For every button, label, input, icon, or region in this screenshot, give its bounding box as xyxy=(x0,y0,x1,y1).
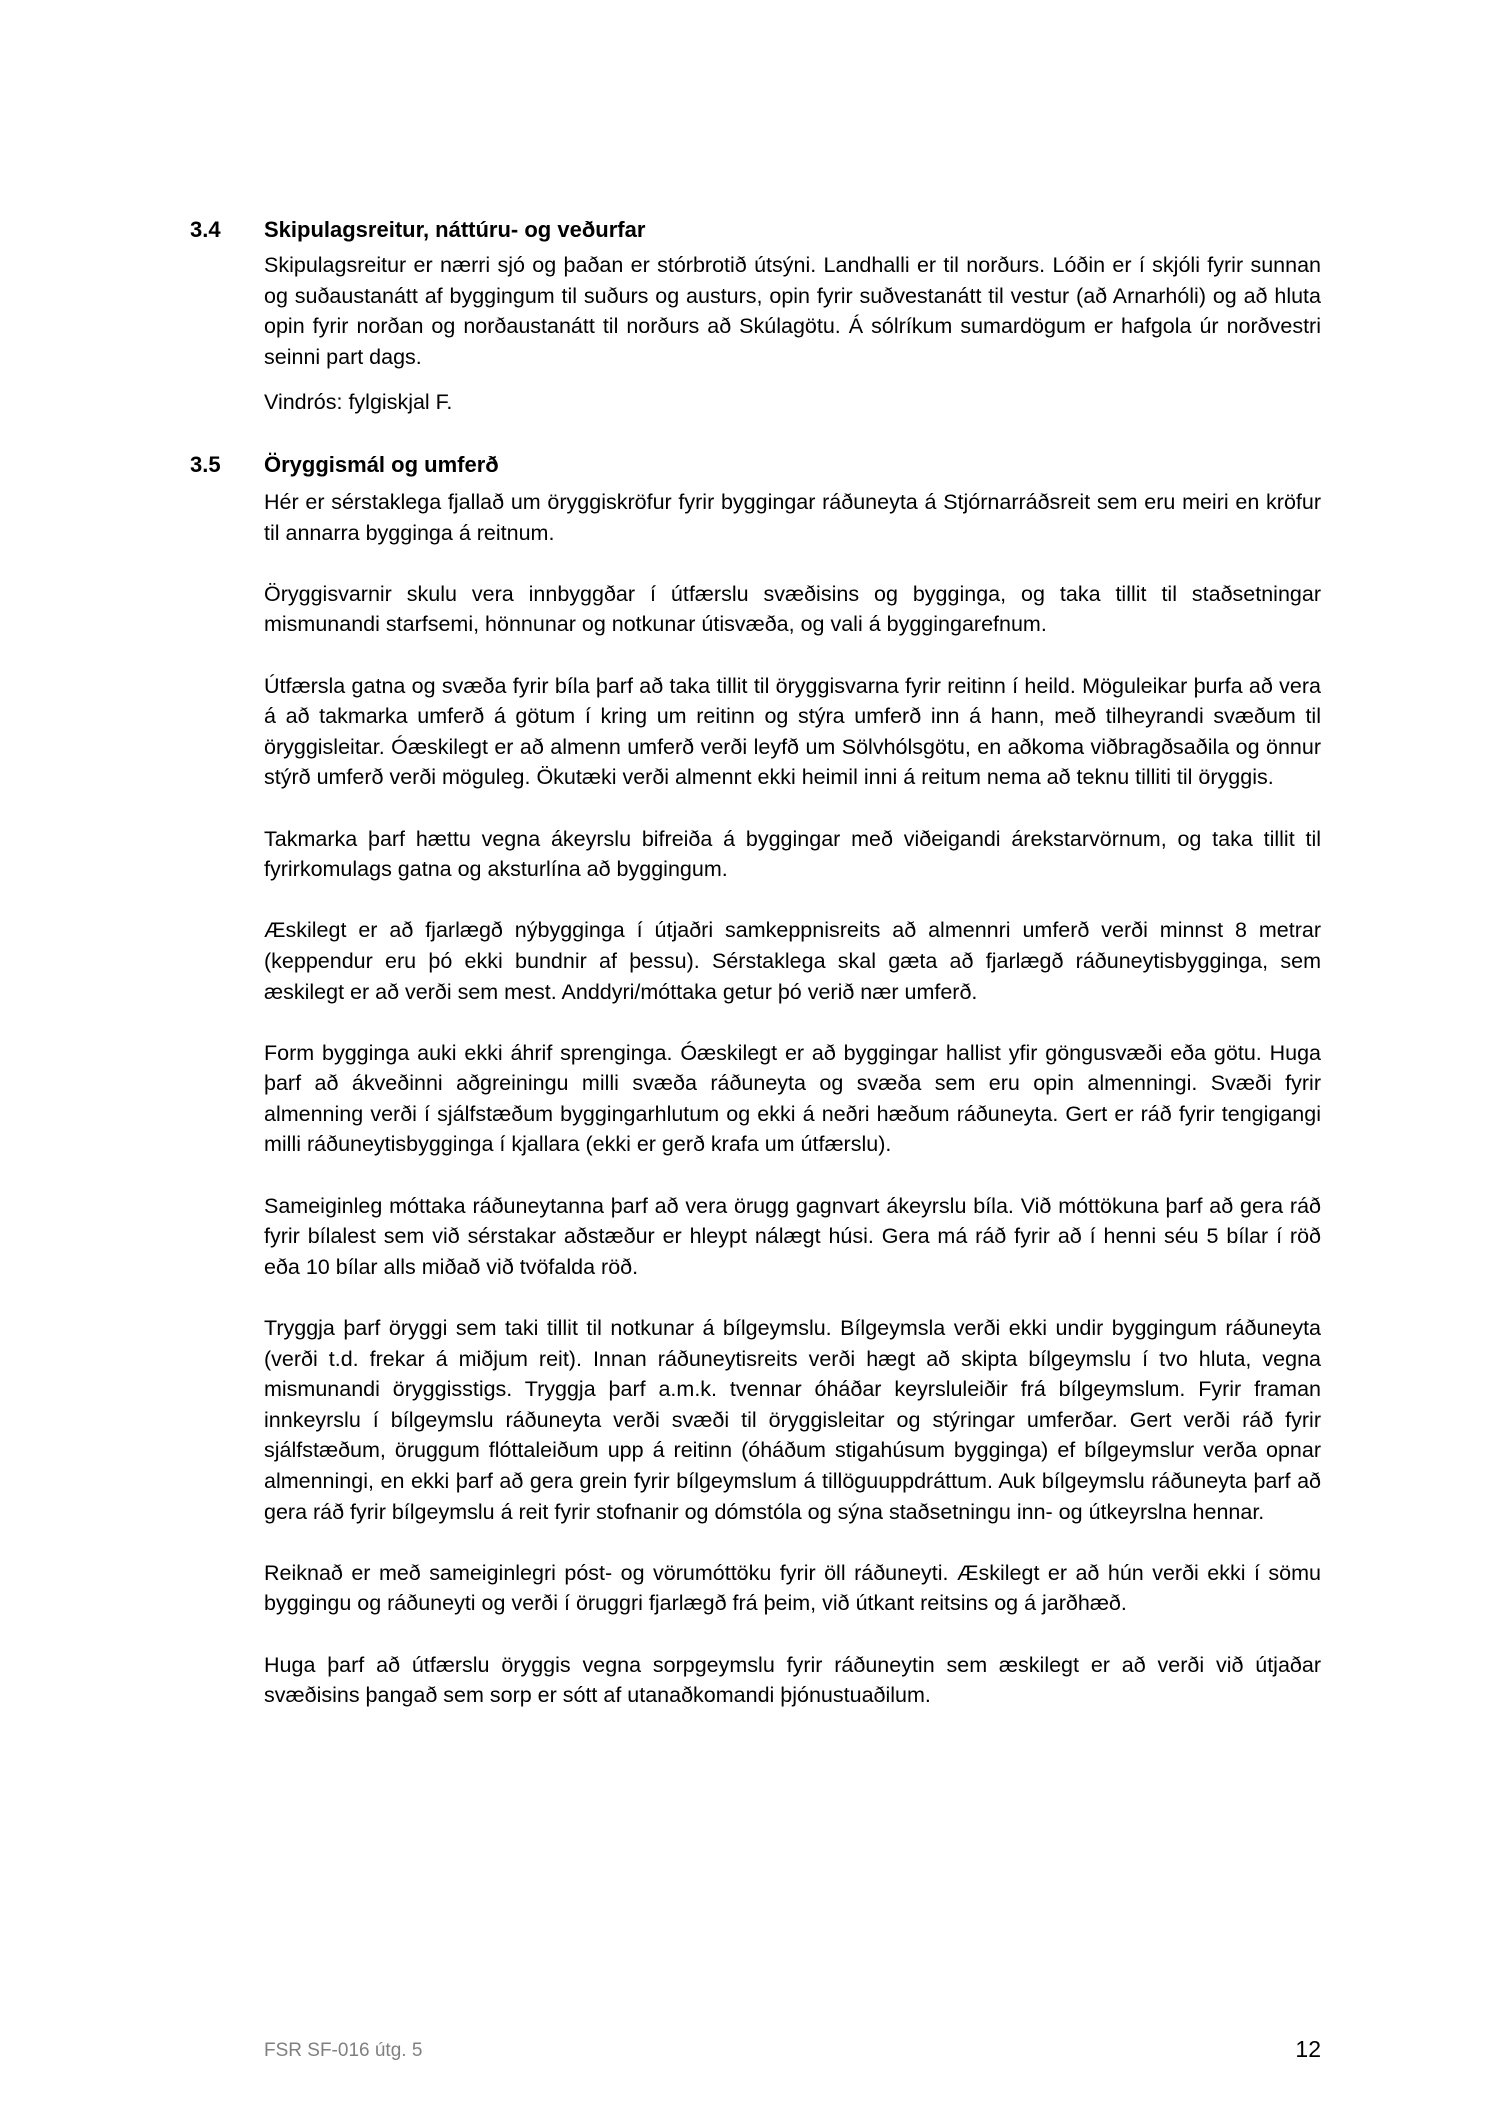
section-body xyxy=(264,250,1321,418)
section-number: 3.5 xyxy=(190,452,221,477)
paragraph: Huga þarf að útfærslu öryggis vegna sorpgeymslu fyrir ráðuneytin sem æskilegt er að verði við útjaðar svæðisins þangað sem sorp er sótt af utanaðkomandi þjónustuaðilum. xyxy=(264,1652,1321,1708)
paragraph: Útfærsla gatna og svæða fyrir bíla þarf að taka tillit til öryggisvarna fyrir reitinn í heild. Möguleikar þurfa að vera á að takmarka umferð á götum í kring um reitinn og stýra umferð inn á hann, með tilheyrandi svæðum til öryggisleitar. Óæskilegt er að almenn umferð verði leyfð um Sölvhólsgötu, en aðkoma viðbragðsaðila og önnur stýrð umferð verði möguleg. Ökutæki verði almennt ekki heimil inni á reitum nema að teknu tilliti til öryggis. xyxy=(264,673,1321,790)
paragraph: Hér er sérstaklega fjallað um öryggiskröfur fyrir byggingar ráðuneyta á Stjórnarráðsreit sem eru meiri en kröfur til annarra bygginga á reitnum. xyxy=(264,490,1321,545)
paragraph: Æskilegt er að fjarlægð nýbygginga í útjaðri samkeppnisreits að almennri umferð verði minnst 8 metrar (keppendur eru þó ekki bundnir af þessu). Sérstaklega skal gæta að fjarlægð ráðuneytisbygginga, sem æskilegt er að verði sem mest. Anddyri/móttaka getur þó verið nær umferð. xyxy=(264,918,1321,1004)
section-3-4 xyxy=(190,215,1321,418)
footer-page-number: 12 xyxy=(1295,2036,1321,2062)
footer-document-code: FSR SF-016 útg. 5 xyxy=(264,2040,423,2061)
section-heading xyxy=(190,450,1321,480)
section-3-5 xyxy=(190,450,1321,1711)
section-title: Skipulagsreitur, náttúru- og veðurfar xyxy=(264,217,646,242)
section-title: Öryggismál og umferð xyxy=(264,452,499,477)
paragraph: Takmarka þarf hættu vegna ákeyrslu bifreiða á byggingar með viðeigandi árekstarvörnum, og taka tillit til fyrirkomulags gatna og aksturlína að byggingum. xyxy=(264,826,1321,882)
paragraph: Tryggja þarf öryggi sem taki tillit til notkunar á bílgeymslu. Bílgeymsla verði ekki undir byggingum ráðuneyta (verði t.d. frekar á miðjum reit). Innan ráðuneytisreits verði hægt að skipta bílgeymslu í tvo hluta, vegna mismunandi öryggisstigs. Tryggja þarf a.m.k. tvennar óháðar keyrsluleiðir frá bílgeymslum. Fyrir framan innkeyrslu í bílgeymslu ráðuneyta verði svæði til öryggisleitar og stýringar umferðar. Gert verði ráð fyrir sjálfstæðum, öruggum flóttaleiðum upp á reitinn (óháðum stigahúsum bygginga) ef bílgeymslur verða opnar almenningi, en ekki þarf að gera grein fyrir bílgeymslum á tillöguuppdráttum. Auk bílgeymslu ráðuneyta þarf að gera ráð fyrir bílgeymslu á reit fyrir stofnanir og dómstóla og sýna staðsetningu inn- og útkeyrslna hennar. xyxy=(264,1316,1321,1524)
section-body xyxy=(264,487,1321,1711)
section-number: 3.4 xyxy=(190,217,221,242)
section-heading xyxy=(190,215,1321,245)
paragraph: Öryggisvarnir skulu vera innbyggðar í útfærslu svæðisins og bygginga, og taka tillit til staðsetningar mismunandi starfsemi, hönnunar og notkunar útisvæða, og vali á byggingarefnum. xyxy=(264,581,1321,637)
paragraph: Form bygginga auki ekki áhrif sprenginga. Óæskilegt er að byggingar hallist yfir göngusvæði eða götu. Huga þarf að ákveðinni aðgreiningu milli svæða ráðuneyta og svæða sem eru opin almenningi. Svæði fyrir almenning verði í sjálfstæðum byggingarhlutum og ekki á neðri hæðum ráðuneyta. Gert er ráð fyrir tengigangi milli ráðuneytisbygginga í kjallara (ekki er gerð krafa um útfærslu). xyxy=(264,1040,1321,1157)
paragraph: Reiknað er með sameiginlegri póst- og vörumóttöku fyrir öll ráðuneyti. Æskilegt er að hún verði ekki í sömu byggingu og ráðuneyti og verði í öruggri fjarlægð frá þeim, við útkant reitsins og á jarðhæð. xyxy=(264,1560,1321,1616)
paragraph: Vindrós: fylgiskjal F. xyxy=(264,390,453,415)
paragraph: Sameiginleg móttaka ráðuneytanna þarf að vera örugg gagnvart ákeyrslu bíla. Við móttökuna þarf að gera ráð fyrir bílalest sem við sérstakar aðstæður er hleypt nálægt húsi. Gera má ráð fyrir að í henni séu 5 bílar í röð eða 10 bílar alls miðað við tvöfalda röð. xyxy=(264,1193,1321,1279)
paragraph: Skipulagsreitur er nærri sjó og þaðan er stórbrotið útsýni. Landhalli er til norðurs. Lóðin er í skjóli fyrir sunnan og suðaustanátt af byggingum til suðurs og austurs, opin fyrir suðvestanátt til vestur (að Arnarhóli) og að hluta opin fyrir norðan og norðaustanátt til norðurs að Skúlagötu. Á sólríkum sumardögum er hafgola úr norðvestri seinni part dags. xyxy=(264,253,1321,369)
